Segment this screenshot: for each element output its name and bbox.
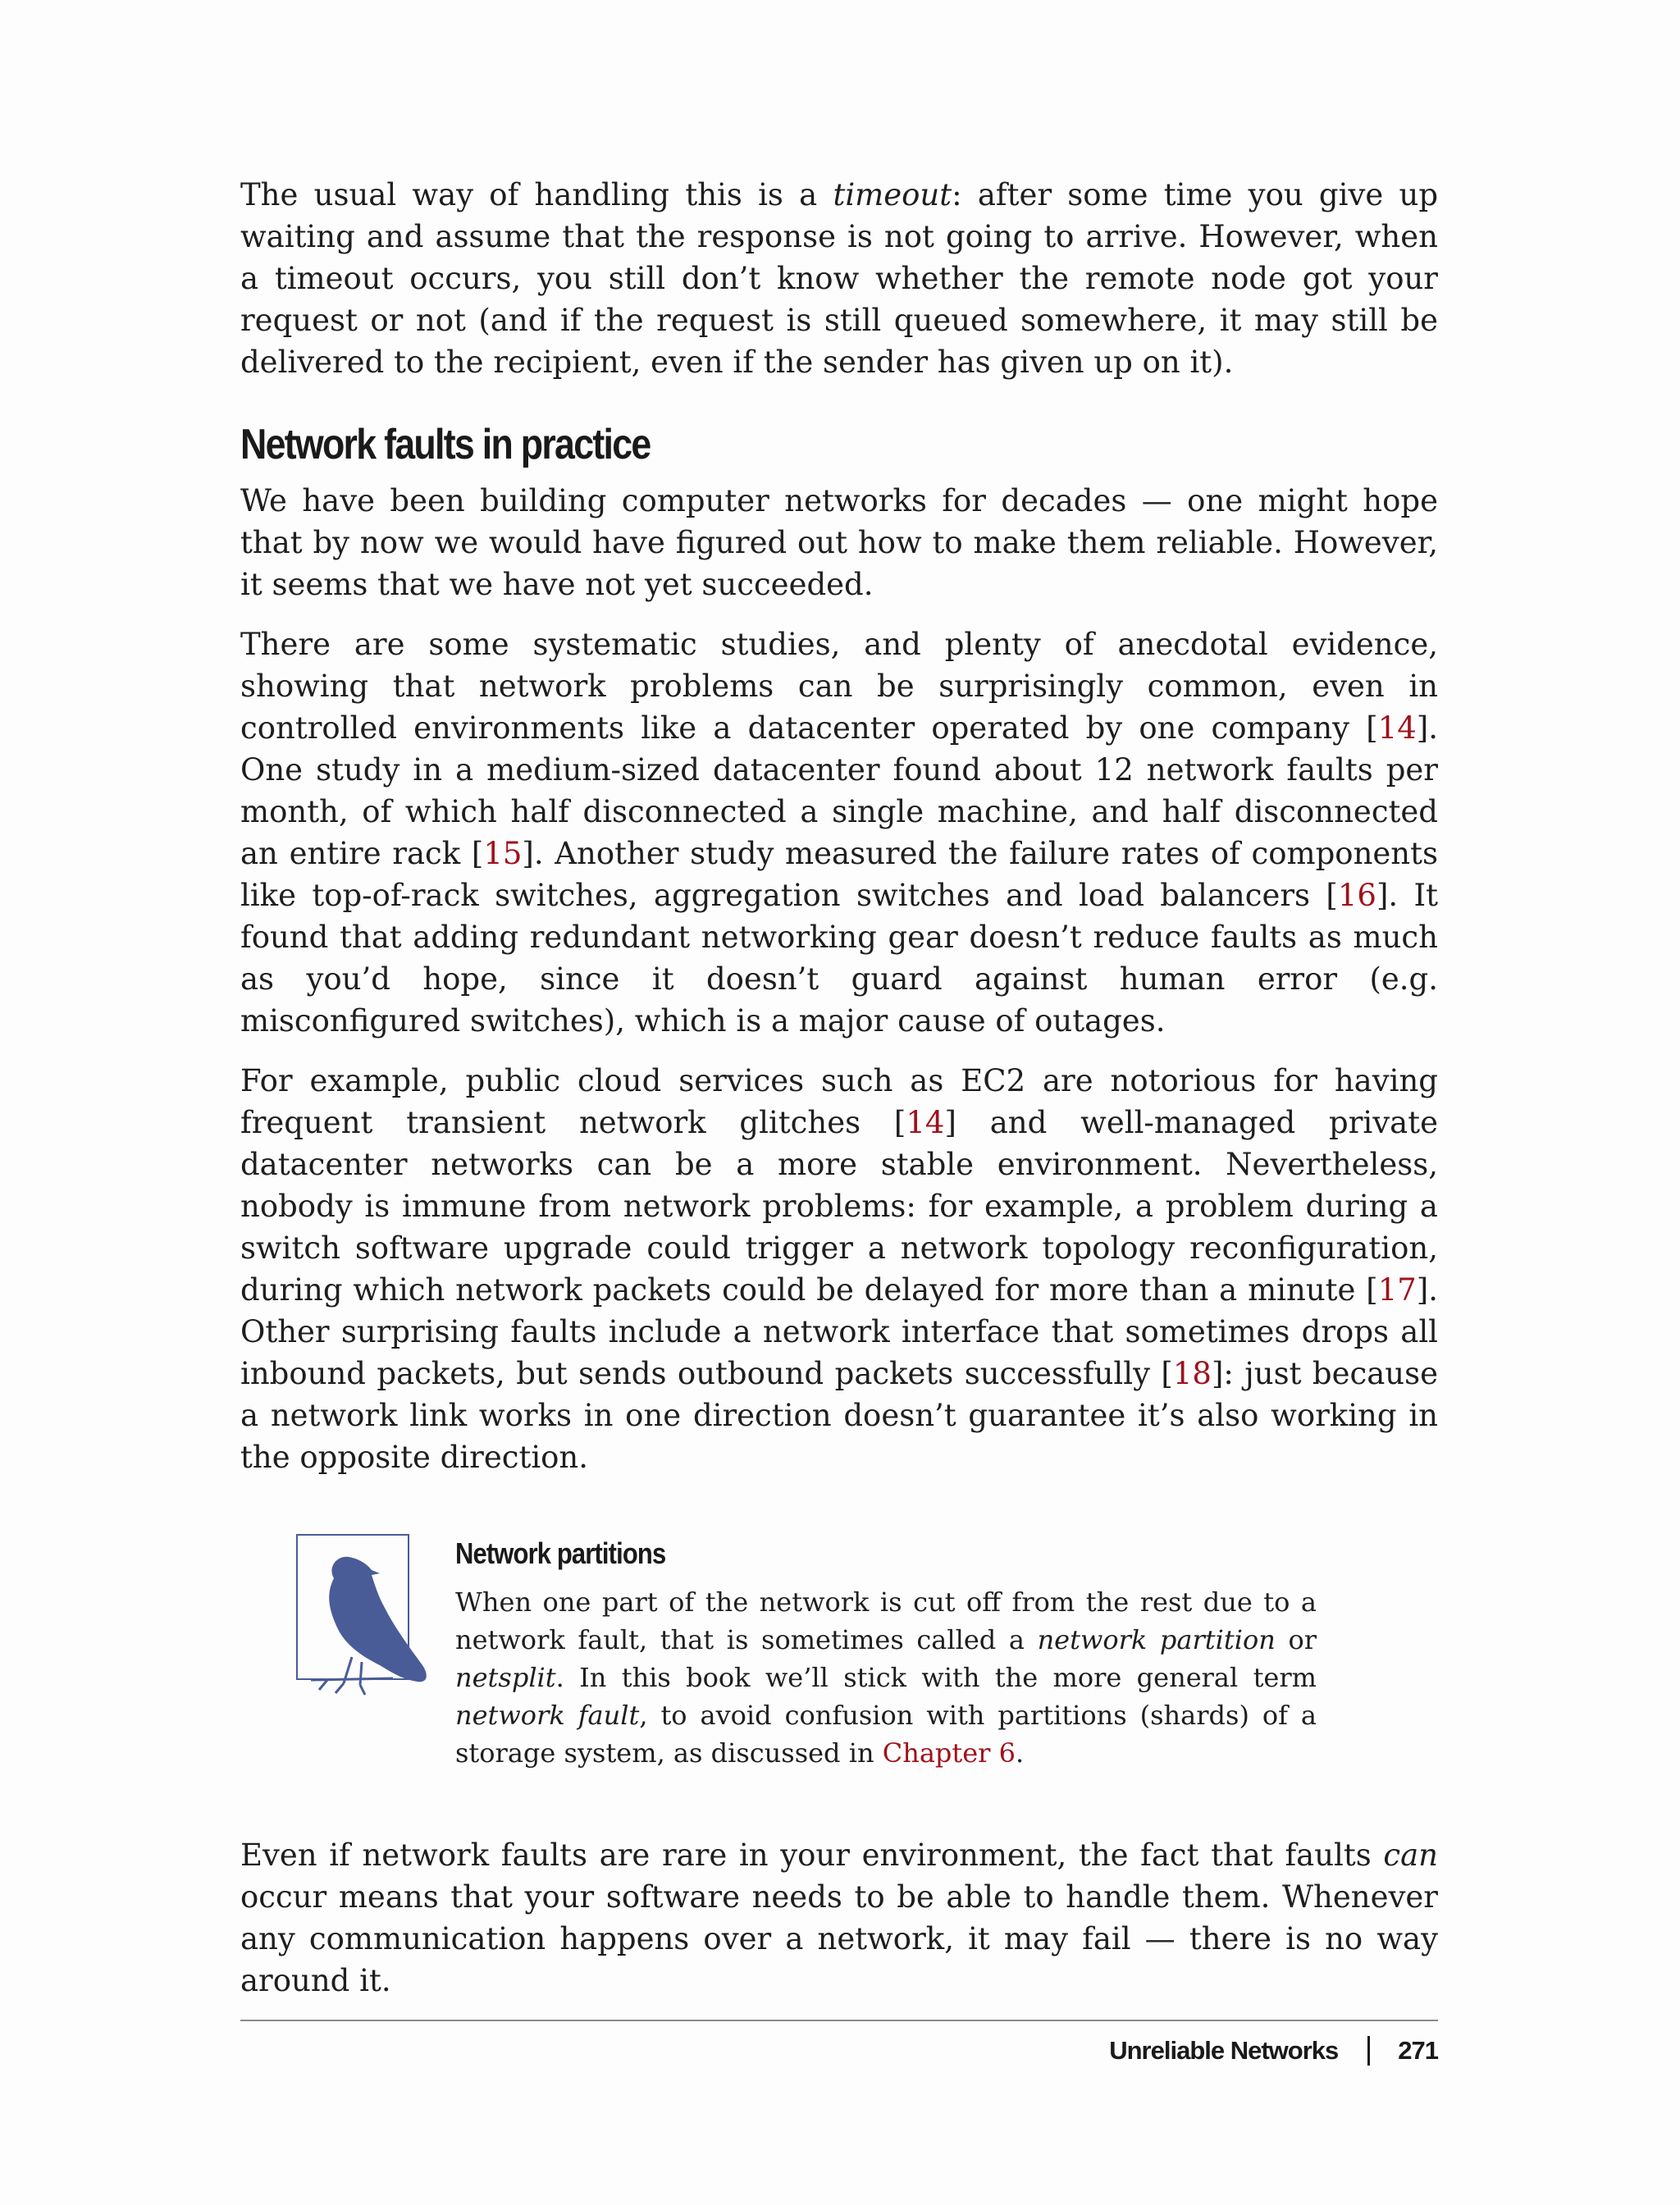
reference-link[interactable]: 14 — [1377, 710, 1417, 746]
page-content — [240, 174, 1438, 2020]
reference-link[interactable]: 18 — [1172, 1356, 1212, 1391]
section-heading: Network faults in practice — [240, 421, 651, 468]
reference-link[interactable]: 14 — [906, 1105, 945, 1140]
page-footer — [1109, 2033, 1438, 2069]
paragraph-intro: We have been building computer networks for decades — one might hope that by now we would have figured out how to make them reliable. However, it seems that we have not yet succeeded. — [240, 483, 1438, 602]
paragraph-examples: For example, public cloud services such as EC2 are notorious for having frequent transient network glitches [14] and well-managed private datacenter networks can be a more stable environment. Nevertheless, nobody is immune from network problems: for example, a problem during a switch software upgrade could trigger a network topology reconfiguration, during which network packets could be delayed for more than a minute [17]. Other surprising faults include a network interface that sometimes drops all inbound packets, but sends outbound packets successfully [18]: just because a network link works in one direction doesn’t guarantee it’s also working in the opposite direction. — [240, 1063, 1438, 1475]
footer-divider — [240, 2020, 1438, 2021]
note-callout — [240, 1534, 1317, 1772]
page-number: 271 — [1398, 2036, 1438, 2065]
paragraph-studies: There are some systematic studies, and plenty of anecdotal evidence, showing that network problems can be surprisingly common, even in controlled environments like a datacenter operated by one company [14]. One study in a medium-sized datacenter found about 12 network faults per month, of which half disconnected a single machine, and half disconnected an entire rack [15]. Another study measured the failure rates of components like top-of-rack switches, aggregation switches and load balancers [16]. It found that adding redundant networking gear doesn’t reduce faults as much as you’d hope, since it doesn’t guard against human error (e.g. misconfigured switches), which is a major cause of outages. — [240, 627, 1438, 1039]
chapter-link[interactable]: Chapter 6 — [882, 1737, 1016, 1769]
reference-link[interactable]: 15 — [483, 836, 523, 871]
bird-icon — [296, 1534, 409, 1680]
paragraph-timeout: The usual way of handling this is a timeout: after some time you give up waiting and assume that the response is not going to arrive. However, when a timeout occurs, you still don’t know whether the remote node got your request or not (and if the request is still queued somewhere, it may still be delivered to the recipient, even if the sender has given up on it). — [240, 177, 1438, 380]
emphasis-timeout: timeout — [833, 177, 952, 212]
reference-link[interactable]: 17 — [1377, 1272, 1417, 1308]
paragraph-conclusion: Even if network faults are rare in your environment, the fact that faults can occur means that your software needs to be able to handle them. Whenever any communication happens over a network, it may fail — there is no way around it. — [240, 1838, 1438, 1998]
note-title: Network partitions — [455, 1536, 666, 1570]
reference-link[interactable]: 16 — [1337, 878, 1376, 913]
note-body: When one part of the network is cut off from the rest due to a network fault, that is sometimes called a network partition or netsplit. In this book we’ll stick with the more general term network fault, to avoid confusion with partitions (shards) of a storage system, as discussed in Chapter 6. — [455, 1586, 1317, 1769]
footer-section-title: Unreliable Networks — [1109, 2036, 1339, 2065]
footer-separator — [1367, 2036, 1370, 2066]
